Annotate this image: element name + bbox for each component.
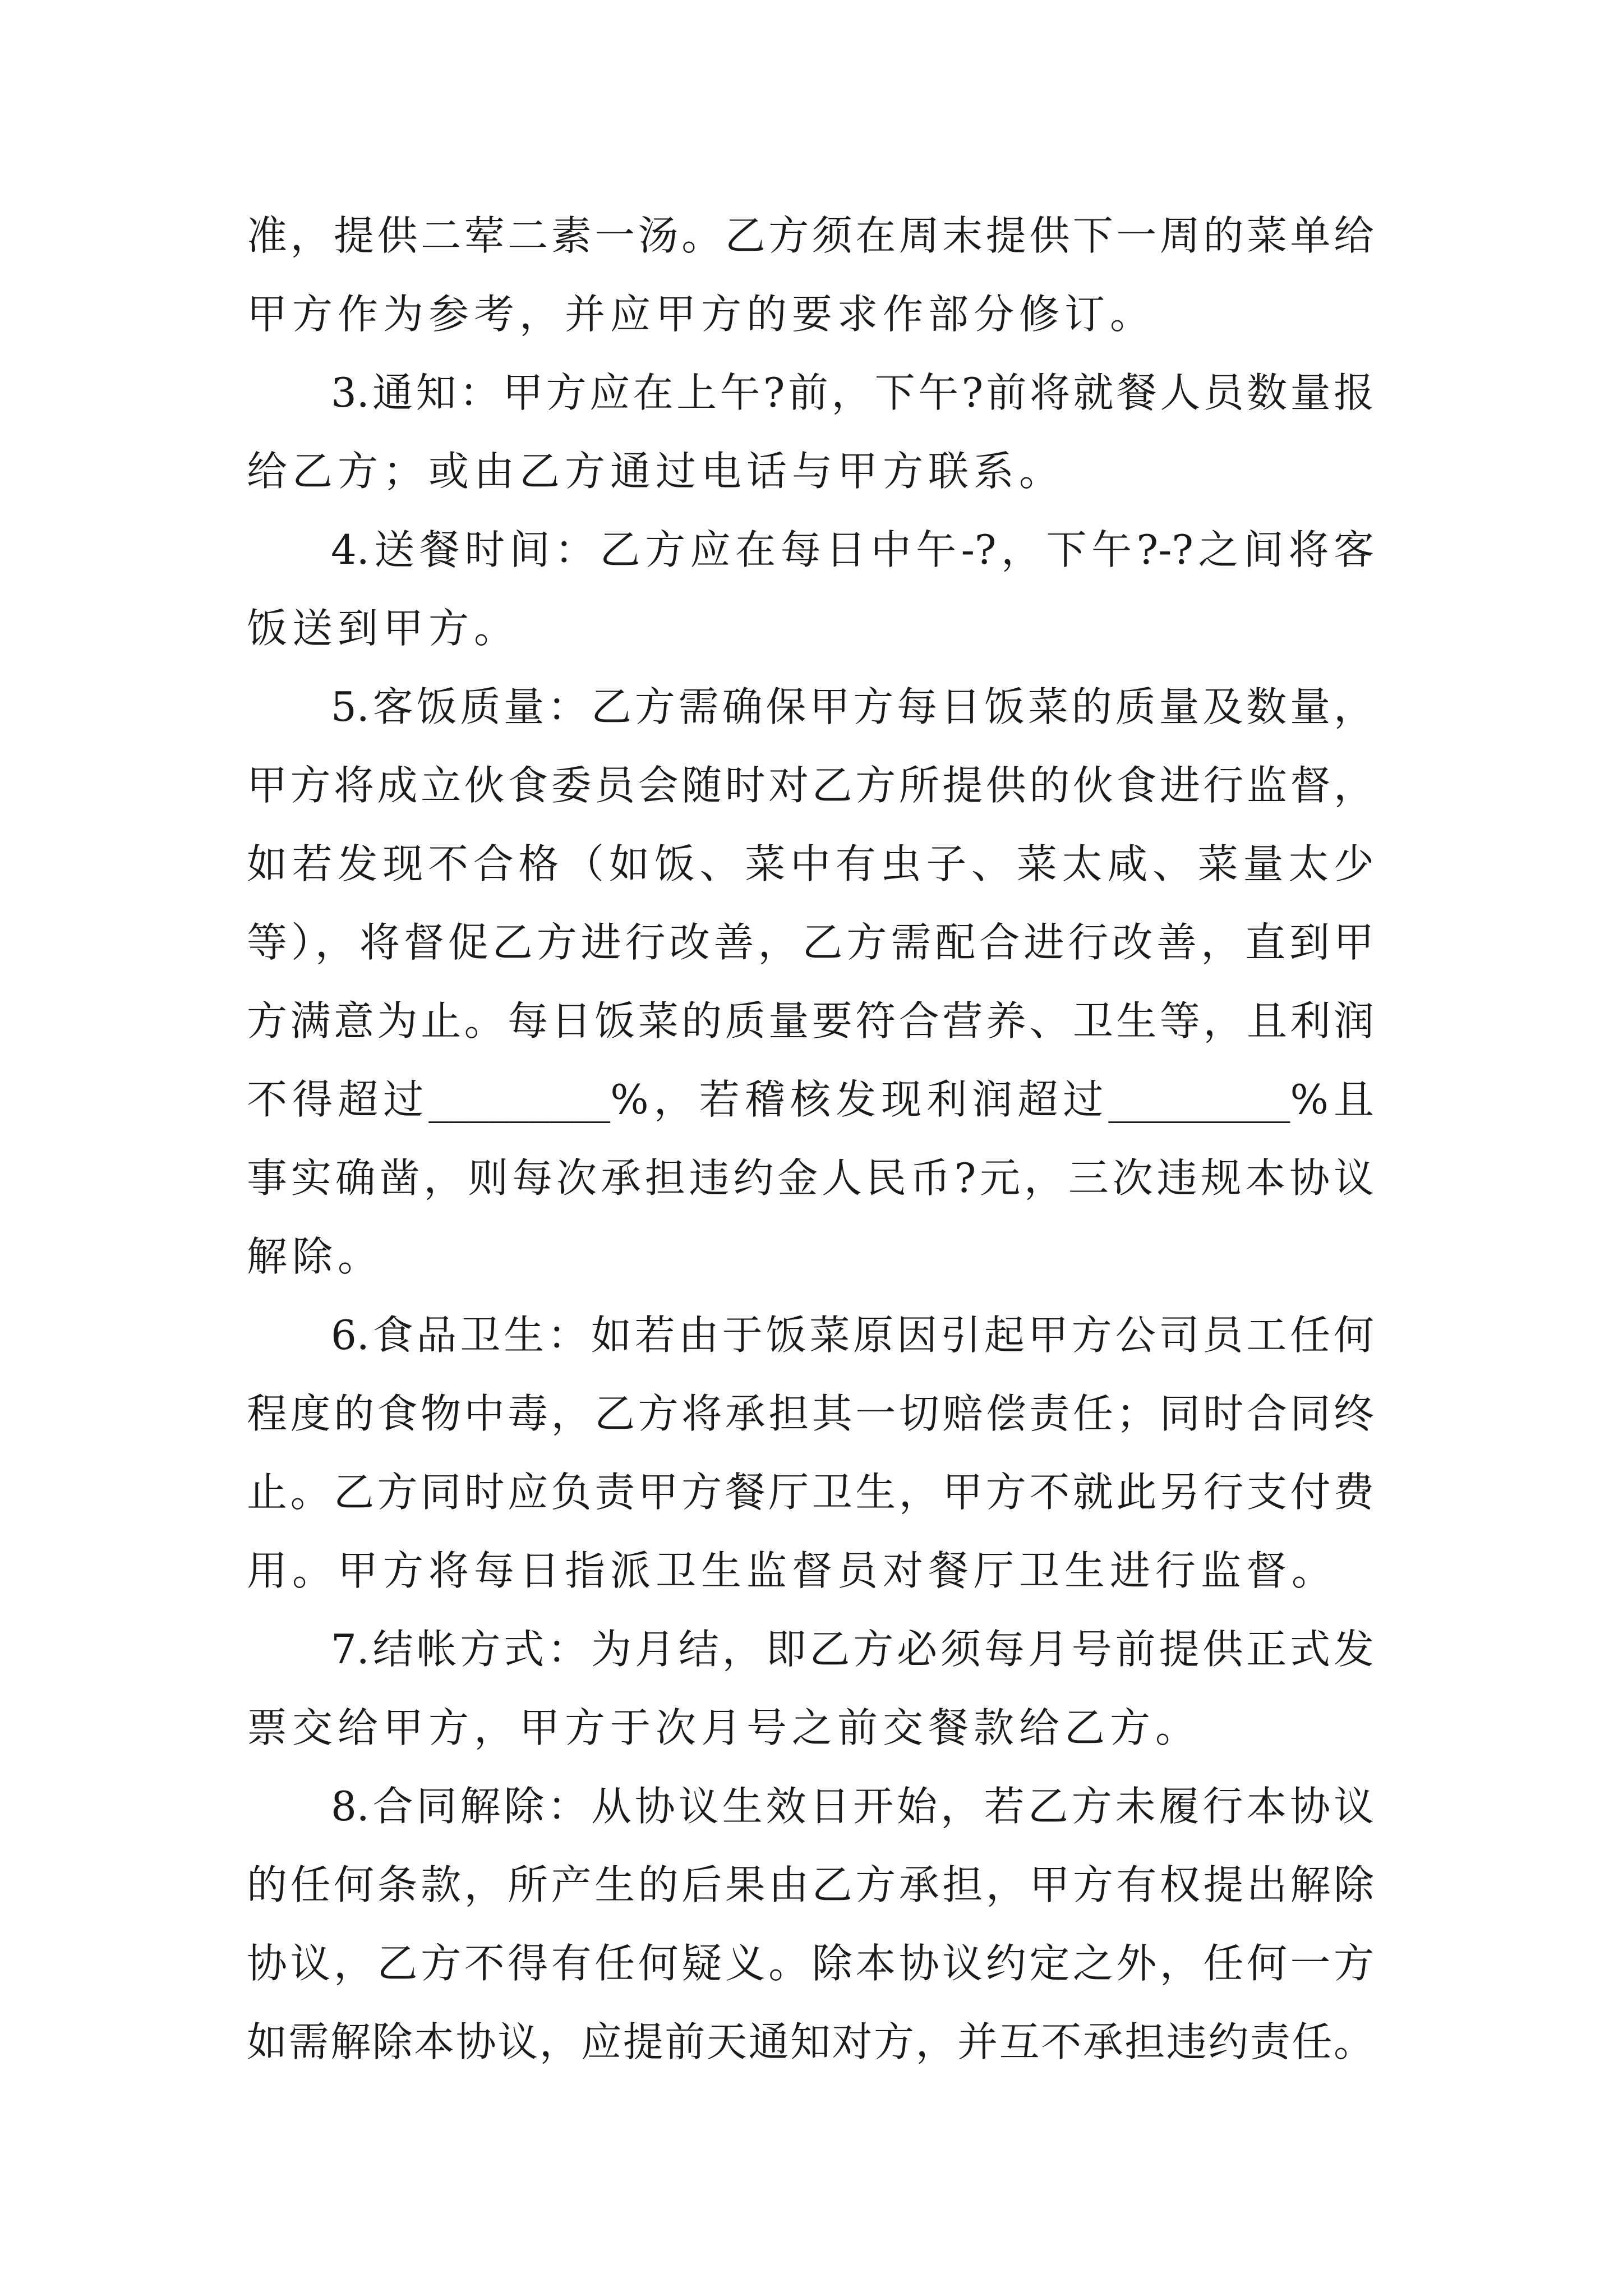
clause-6-line: 6.食品卫生：如若由于饭菜原因引起甲方公司员工任何 [331,1312,1374,1359]
text-line: 止。乙方同时应负责甲方餐厅卫生，甲方不就此另行支付费 [247,1469,1374,1516]
text-line: 不得超过_________%，若稽核发现利润超过_________%且 [247,1076,1374,1123]
text-line: 准，提供二荤二素一汤。乙方须在周末提供下一周的菜单给 [247,212,1374,259]
text-line: 甲方将成立伙食委员会随时对乙方所提供的伙食进行监督， [247,762,1374,809]
text-line: 票交给甲方，甲方于次月号之前交餐款给乙方。 [247,1704,1201,1751]
text-line: 等），将督促乙方进行改善，乙方需配合进行改善，直到甲 [247,919,1374,966]
text-line: 用。甲方将每日指派卫生监督员对餐厅卫生进行监督。 [247,1547,1338,1594]
text-line: 协议，乙方不得有任何疑义。除本协议约定之外，任何一方 [247,1940,1374,1987]
clause-5-line: 5.客饭质量：乙方需确保甲方每日饭菜的质量及数量， [331,683,1374,730]
text-line: 方满意为止。每日饭菜的质量要符合营养、卫生等，且利润 [247,997,1374,1045]
text-line: 甲方作为参考，并应甲方的要求作部分修订。 [247,291,1156,338]
text-line: 程度的食物中毒，乙方将承担其一切赔偿责任；同时合同终 [247,1390,1374,1437]
text-line: 如若发现不合格（如饭、菜中有虫子、菜太咸、菜量太少 [247,840,1374,887]
text-line: 饭送到甲方。 [247,605,520,652]
text-line: 给乙方；或由乙方通过电话与甲方联系。 [247,448,1065,495]
clause-4-line: 4.送餐时间：乙方应在每日中午-?，下午?-?之间将客 [331,526,1374,573]
text-line: 的任何条款，所产生的后果由乙方承担，甲方有权提出解除 [247,1861,1374,1908]
text-line: 如需解除本协议，应提前天通知对方，并互不承担违约责任。 [247,2018,1374,2065]
clause-7-line: 7.结帐方式：为月结，即乙方必须每月号前提供正式发 [331,1626,1374,1673]
text-line: 事实确凿，则每次承担违约金人民币?元，三次违规本协议 [247,1154,1374,1202]
text-line: 解除。 [247,1233,384,1280]
clause-8-line: 8.合同解除：从协议生效日开始，若乙方未履行本协议 [331,1783,1374,1830]
clause-3-line: 3.通知：甲方应在上午?前，下午?前将就餐人员数量报 [331,369,1374,416]
document-body [247,196,1374,2081]
